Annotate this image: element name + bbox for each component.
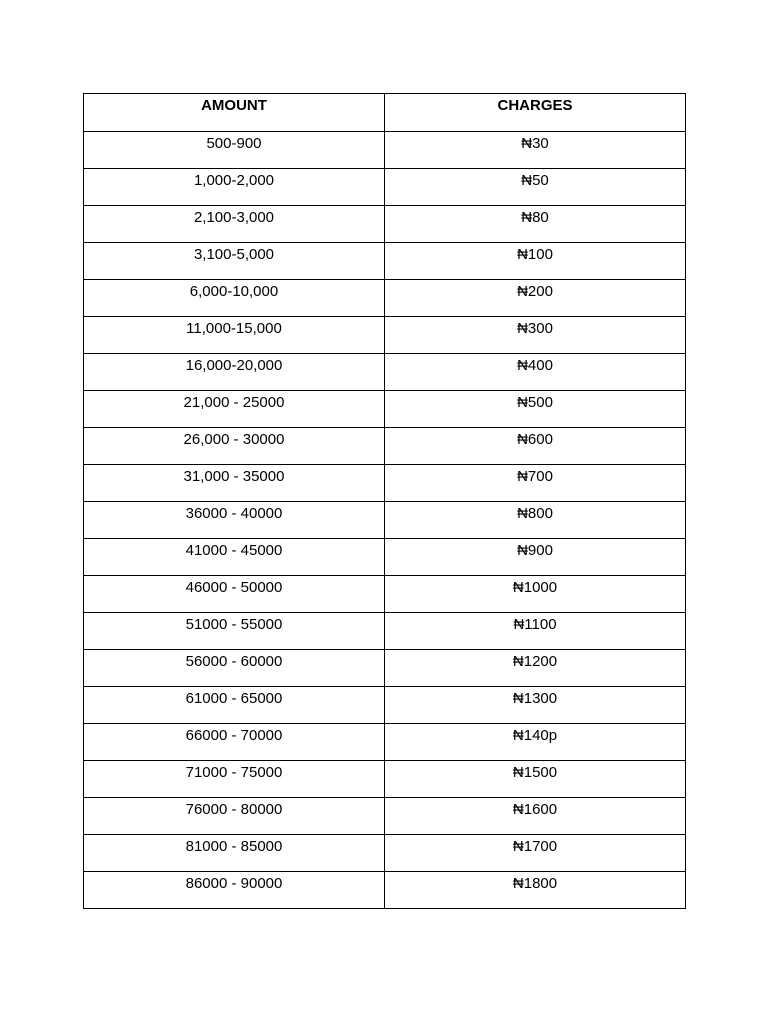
table-row — [84, 132, 686, 169]
table-row — [84, 872, 686, 909]
column-header-amount: AMOUNT — [84, 94, 385, 132]
charge-cell: ₦400 — [385, 354, 686, 391]
charge-cell: ₦500 — [385, 391, 686, 428]
table-row — [84, 613, 686, 650]
amount-cell: 16,000-20,000 — [84, 354, 385, 391]
amount-cell: 56000 - 60000 — [84, 650, 385, 687]
charge-cell: ₦1500 — [385, 761, 686, 798]
amount-cell: 61000 - 65000 — [84, 687, 385, 724]
charge-cell: ₦1800 — [385, 872, 686, 909]
charge-cell: ₦30 — [385, 132, 686, 169]
table-row — [84, 835, 686, 872]
amount-cell: 46000 - 50000 — [84, 576, 385, 613]
column-header-charges: CHARGES — [385, 94, 686, 132]
table-row — [84, 354, 686, 391]
charge-cell: ₦300 — [385, 317, 686, 354]
amount-cell: 76000 - 80000 — [84, 798, 385, 835]
charge-cell: ₦800 — [385, 502, 686, 539]
table-row — [84, 724, 686, 761]
table-header-row — [84, 94, 686, 132]
charge-cell: ₦1300 — [385, 687, 686, 724]
amount-cell: 21,000 - 25000 — [84, 391, 385, 428]
amount-cell: 26,000 - 30000 — [84, 428, 385, 465]
amount-cell: 3,100-5,000 — [84, 243, 385, 280]
charge-cell: ₦140p — [385, 724, 686, 761]
charge-cell: ₦50 — [385, 169, 686, 206]
table-row — [84, 428, 686, 465]
amount-cell: 36000 - 40000 — [84, 502, 385, 539]
table-row — [84, 576, 686, 613]
table-row — [84, 243, 686, 280]
amount-cell: 66000 - 70000 — [84, 724, 385, 761]
charge-cell: ₦1100 — [385, 613, 686, 650]
amount-cell: 1,000-2,000 — [84, 169, 385, 206]
amount-cell: 2,100-3,000 — [84, 206, 385, 243]
amount-cell: 41000 - 45000 — [84, 539, 385, 576]
table-row — [84, 687, 686, 724]
table-row — [84, 391, 686, 428]
table-row — [84, 539, 686, 576]
charge-cell: ₦700 — [385, 465, 686, 502]
table-row — [84, 317, 686, 354]
charge-cell: ₦200 — [385, 280, 686, 317]
charge-cell: ₦100 — [385, 243, 686, 280]
charge-cell: ₦900 — [385, 539, 686, 576]
table-row — [84, 798, 686, 835]
table-row — [84, 206, 686, 243]
amount-cell: 86000 - 90000 — [84, 872, 385, 909]
amount-cell: 81000 - 85000 — [84, 835, 385, 872]
table-row — [84, 465, 686, 502]
table-row — [84, 761, 686, 798]
amount-cell: 31,000 - 35000 — [84, 465, 385, 502]
table-body — [84, 132, 686, 909]
amount-cell: 71000 - 75000 — [84, 761, 385, 798]
charge-cell: ₦1700 — [385, 835, 686, 872]
charge-cell: ₦1600 — [385, 798, 686, 835]
amount-cell: 6,000-10,000 — [84, 280, 385, 317]
charges-table — [83, 93, 686, 909]
charge-cell: ₦1000 — [385, 576, 686, 613]
charge-cell: ₦80 — [385, 206, 686, 243]
charge-cell: ₦600 — [385, 428, 686, 465]
charge-cell: ₦1200 — [385, 650, 686, 687]
amount-cell: 11,000-15,000 — [84, 317, 385, 354]
table-row — [84, 280, 686, 317]
table-row — [84, 650, 686, 687]
amount-cell: 500-900 — [84, 132, 385, 169]
amount-cell: 51000 - 55000 — [84, 613, 385, 650]
table-row — [84, 502, 686, 539]
table-row — [84, 169, 686, 206]
